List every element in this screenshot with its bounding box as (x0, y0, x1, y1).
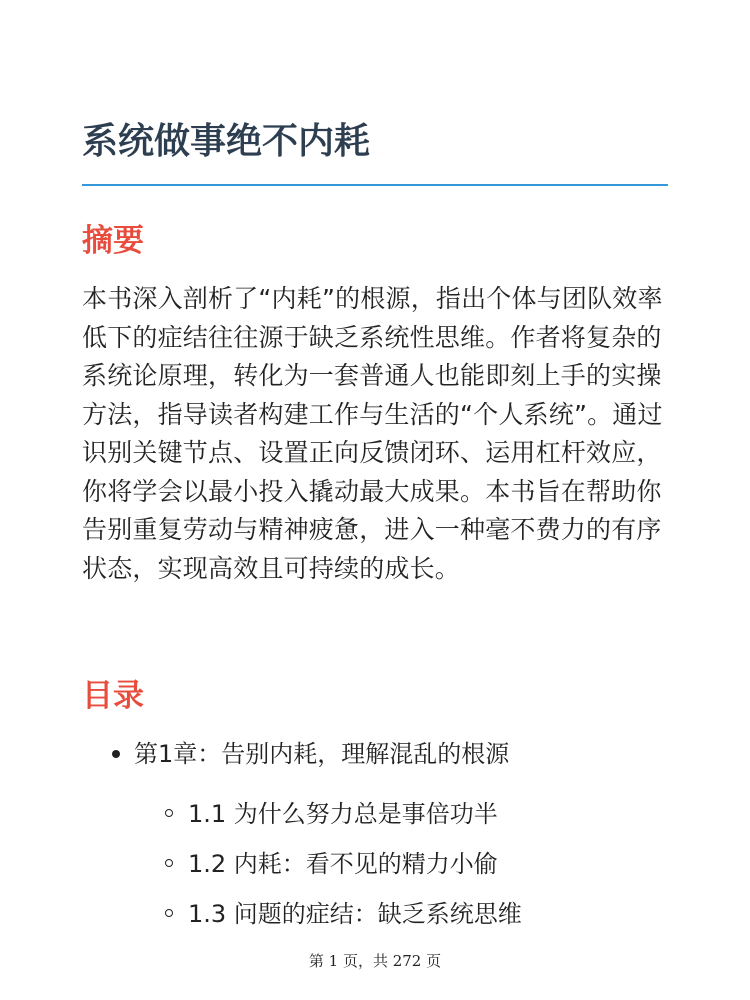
page-title: 系统做事绝不内耗 (82, 121, 371, 162)
toc-heading: 目录 (82, 678, 144, 714)
summary-paragraph: 本书深入剖析了“内耗”的根源，指出个体与团队效率低下的症结往往源于缺乏系统性思维。作者将复杂的系统论原理，转化为一套普通人也能即刻上手的实操方法，指导读者构建工作与生活的“个人系统”。通过识别关键节点、设置正向反馈闭环、运用杠杆效应，你将学会以最小投入撬动最大成果。本书旨在帮助你告别重复劳动与精神疲惫，进入一种毫不费力的有序状态，实现高效且可持续的成长。 (82, 284, 663, 583)
summary-heading: 摘要 (82, 223, 144, 259)
toc-chapter-label: 第1章：告别内耗，理解混乱的根源 (134, 740, 510, 768)
hollow-bullet-icon (165, 909, 173, 917)
page-number-footer: 第 1 页，共 272 页 (308, 952, 442, 970)
title-divider (82, 184, 668, 186)
toc-section-label: 1.2 内耗：看不见的精力小偷 (188, 850, 498, 878)
hollow-bullet-icon (165, 809, 173, 817)
toc-section-label: 1.3 问题的症结：缺乏系统思维 (188, 900, 522, 928)
hollow-bullet-icon (165, 859, 173, 867)
toc-section-label: 1.1 为什么努力总是事倍功半 (188, 800, 498, 828)
filled-bullet-icon (112, 750, 120, 758)
